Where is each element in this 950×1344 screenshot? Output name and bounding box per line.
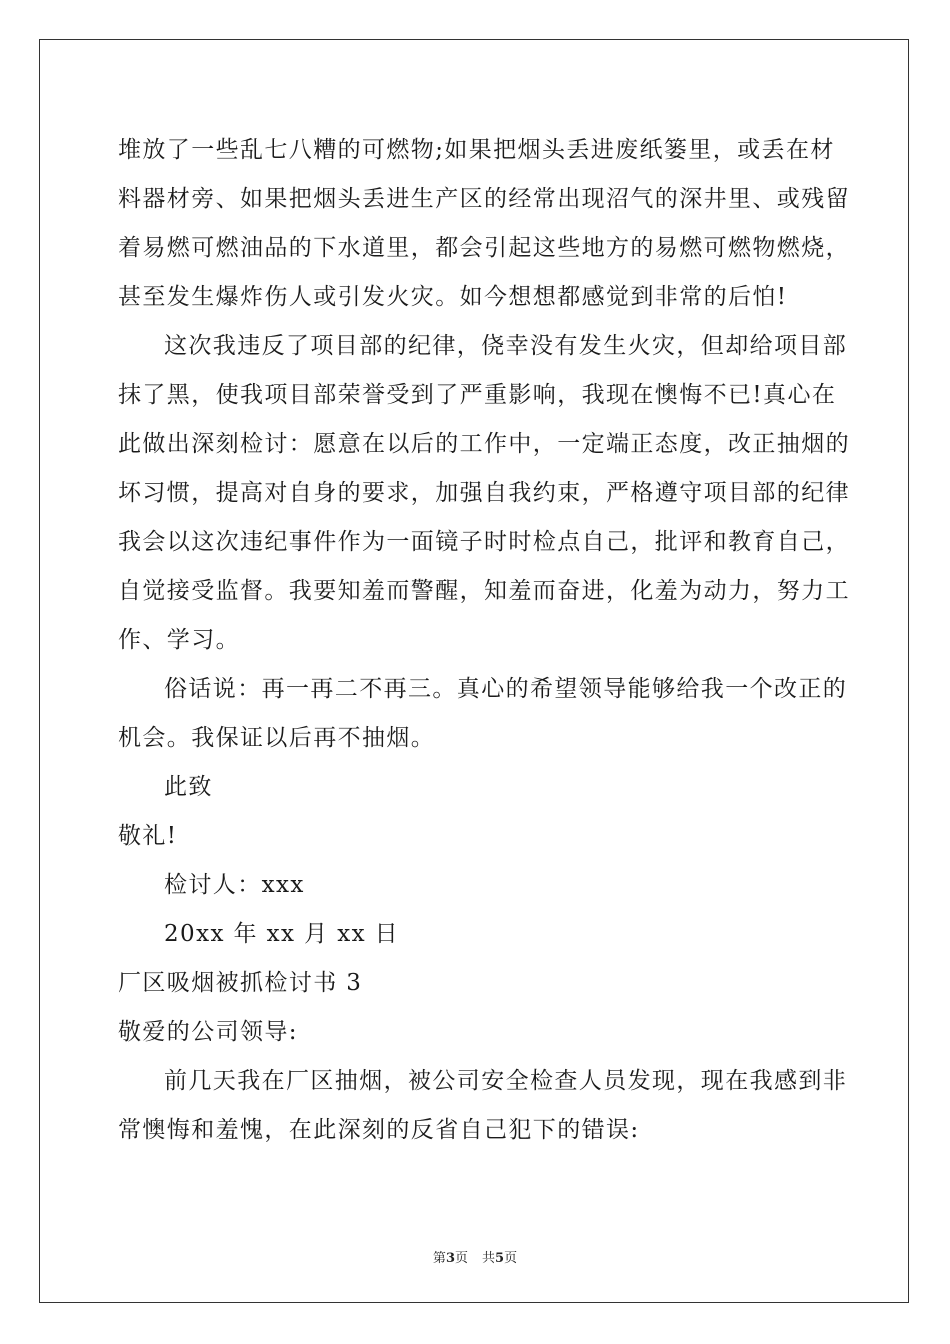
section-title: 厂区吸烟被抓检讨书 3 [118,970,363,996]
closing-salutation: 此致 [164,774,213,800]
body-line: 着易燃可燃油品的下水道里，都会引起这些地方的易燃可燃物燃烧， [118,235,850,261]
body-line: 作、学习。 [118,627,240,653]
closing-regards: 敬礼! [118,823,178,849]
document-body [118,126,850,1155]
greeting-line: 敬爱的公司领导: [118,1019,298,1045]
body-line: 我会以这次违纪事件作为一面镜子时时检点自己，批评和教育自己， [118,529,850,555]
paragraph-start-line: 前几天我在厂区抽烟，被公司安全检查人员发现，现在我感到非 [164,1068,848,1094]
total-suffix: 页 [504,1251,518,1266]
body-line: 坏习惯，提高对自身的要求，加强自我约束，严格遵守项目部的纪律 [118,480,850,506]
total-prefix: 共 [482,1251,496,1266]
body-line: 料器材旁、如果把烟头丢进生产区的经常出现沼气的深井里、或残留 [118,186,850,212]
page-prefix: 第 [432,1251,446,1266]
page-number: 3 [445,1251,455,1266]
date-line: 20xx 年 xx 月 xx 日 [164,921,400,947]
page-footer [0,1247,950,1266]
body-line: 抹了黑，使我项目部荣誉受到了严重影响，我现在懊悔不已!真心在 [118,382,837,408]
body-line: 机会。我保证以后再不抽烟。 [118,725,436,751]
page-suffix: 页 [454,1251,468,1266]
body-line: 甚至发生爆炸伤人或引发火灾。如今想想都感觉到非常的后怕! [118,284,788,310]
paragraph-start-line: 这次我违反了项目部的纪律，侥幸没有发生火灾，但却给项目部 [164,333,848,359]
body-line: 常懊悔和羞愧，在此深刻的反省自己犯下的错误: [118,1117,640,1143]
signature-line: 检讨人：xxx [164,872,305,898]
paragraph-start-line: 俗话说：再一再二不再三。真心的希望领导能够给我一个改正的 [164,676,848,702]
total-pages: 5 [495,1251,505,1266]
body-line: 此做出深刻检讨：愿意在以后的工作中，一定端正态度，改正抽烟的 [118,431,850,457]
body-line: 堆放了一些乱七八糟的可燃物;如果把烟头丢进废纸篓里，或丢在材 [118,137,835,163]
body-line: 自觉接受监督。我要知羞而警醒，知羞而奋进，化羞为动力，努力工 [118,578,850,604]
